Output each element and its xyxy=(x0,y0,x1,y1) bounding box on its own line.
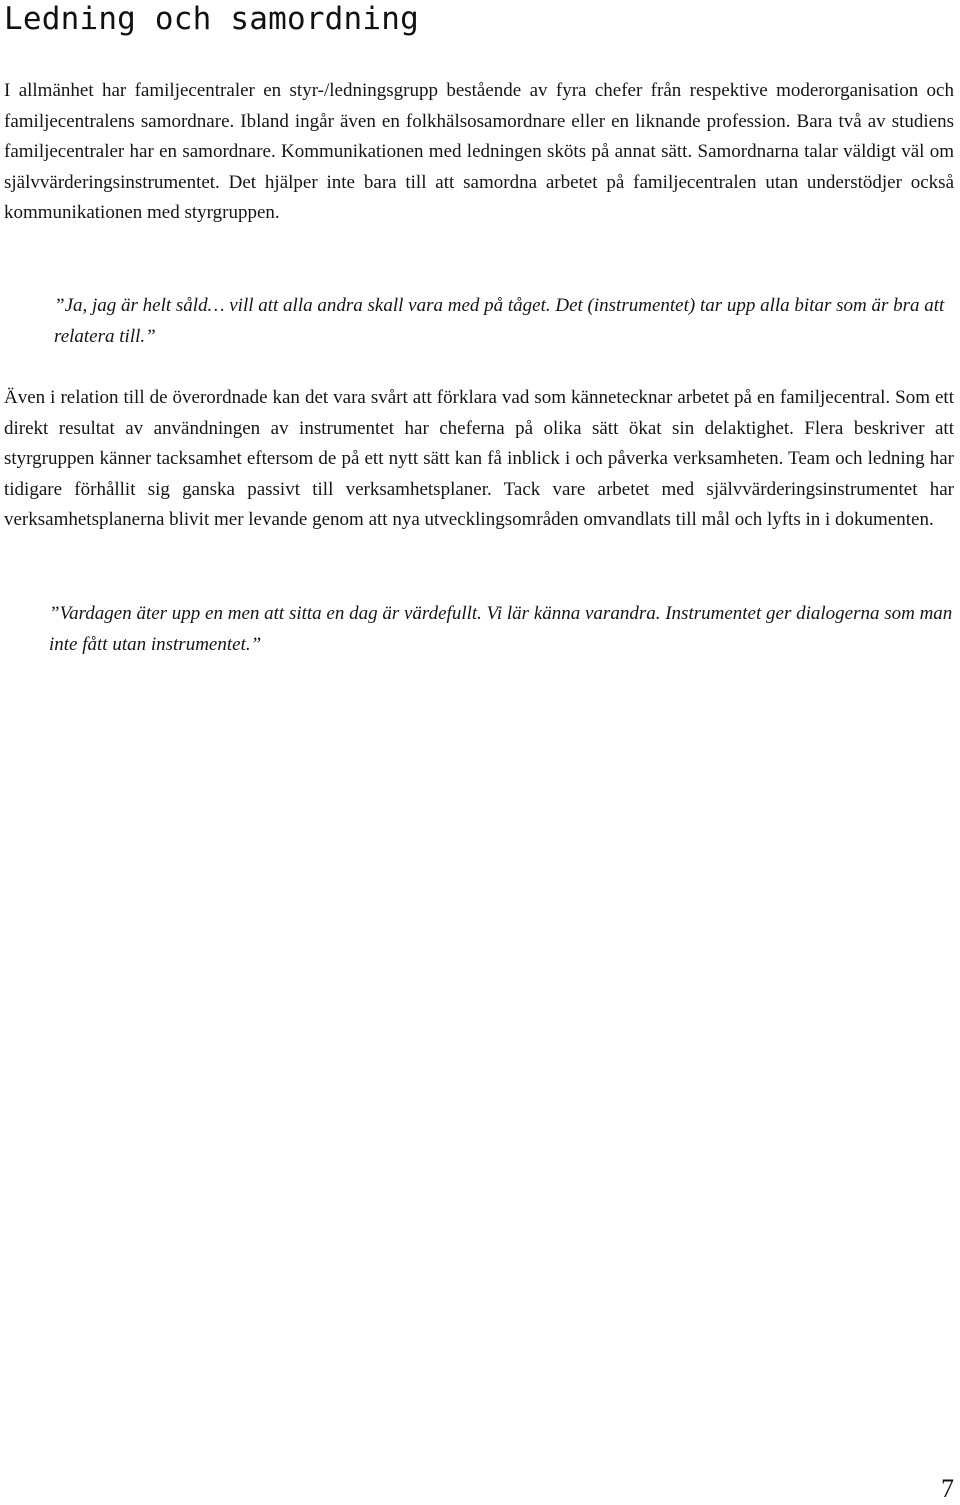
body-paragraph-2: Även i relation till de överordnade kan det vara svårt att förklara vad som kännetecknar arbetet på en familjecentral. Som ett direkt resultat av användningen av instrumentet har cheferna på olika sätt ökat sin delaktighet. Flera beskriver att styrgruppen känner tacksamhet eftersom de på ett nytt sätt kan få inblick i och påverka verksamheten. Team och ledning har tidigare förhållit sig ganska passivt till verksamhetsplaner. Tack vare arbetet med självvärderingsinstrumentet har verksamhetsplanerna blivit mer levande genom att nya utvecklingsområden omvandlats till mål och lyfts in i dokumenten. xyxy=(4,387,954,530)
section-heading: Ledning och samordning xyxy=(4,1,419,37)
interview-quote-1: ”Ja, jag är helt såld… vill att alla andra skall vara med på tåget. Det (instrumentet) tar upp alla bitar som är bra att relatera till.” xyxy=(54,295,945,347)
page-number: 7 xyxy=(941,1474,954,1503)
interview-quote-2: ”Vardagen äter upp en men att sitta en dag är värdefullt. Vi lär känna varandra. Instrumentet ger dialogerna som man inte fått utan instrumentet.” xyxy=(49,603,953,655)
body-paragraph-1: I allmänhet har familjecentraler en styr-/ledningsgrupp bestående av fyra chefer från respektive moderorganisation och familjecentralens samordnare. Ibland ingår även en folkhälsosamordnare eller en liknande profession. Bara två av studiens familjecentraler har en samordnare. Kommunikationen med ledningen sköts på annat sätt. Samordnarna talar väldigt väl om självvärderingsinstrumentet. Det hjälper inte bara till att samordna arbetet på familjecentralen utan understödjer också kommunikationen med styrgruppen. xyxy=(4,80,954,223)
